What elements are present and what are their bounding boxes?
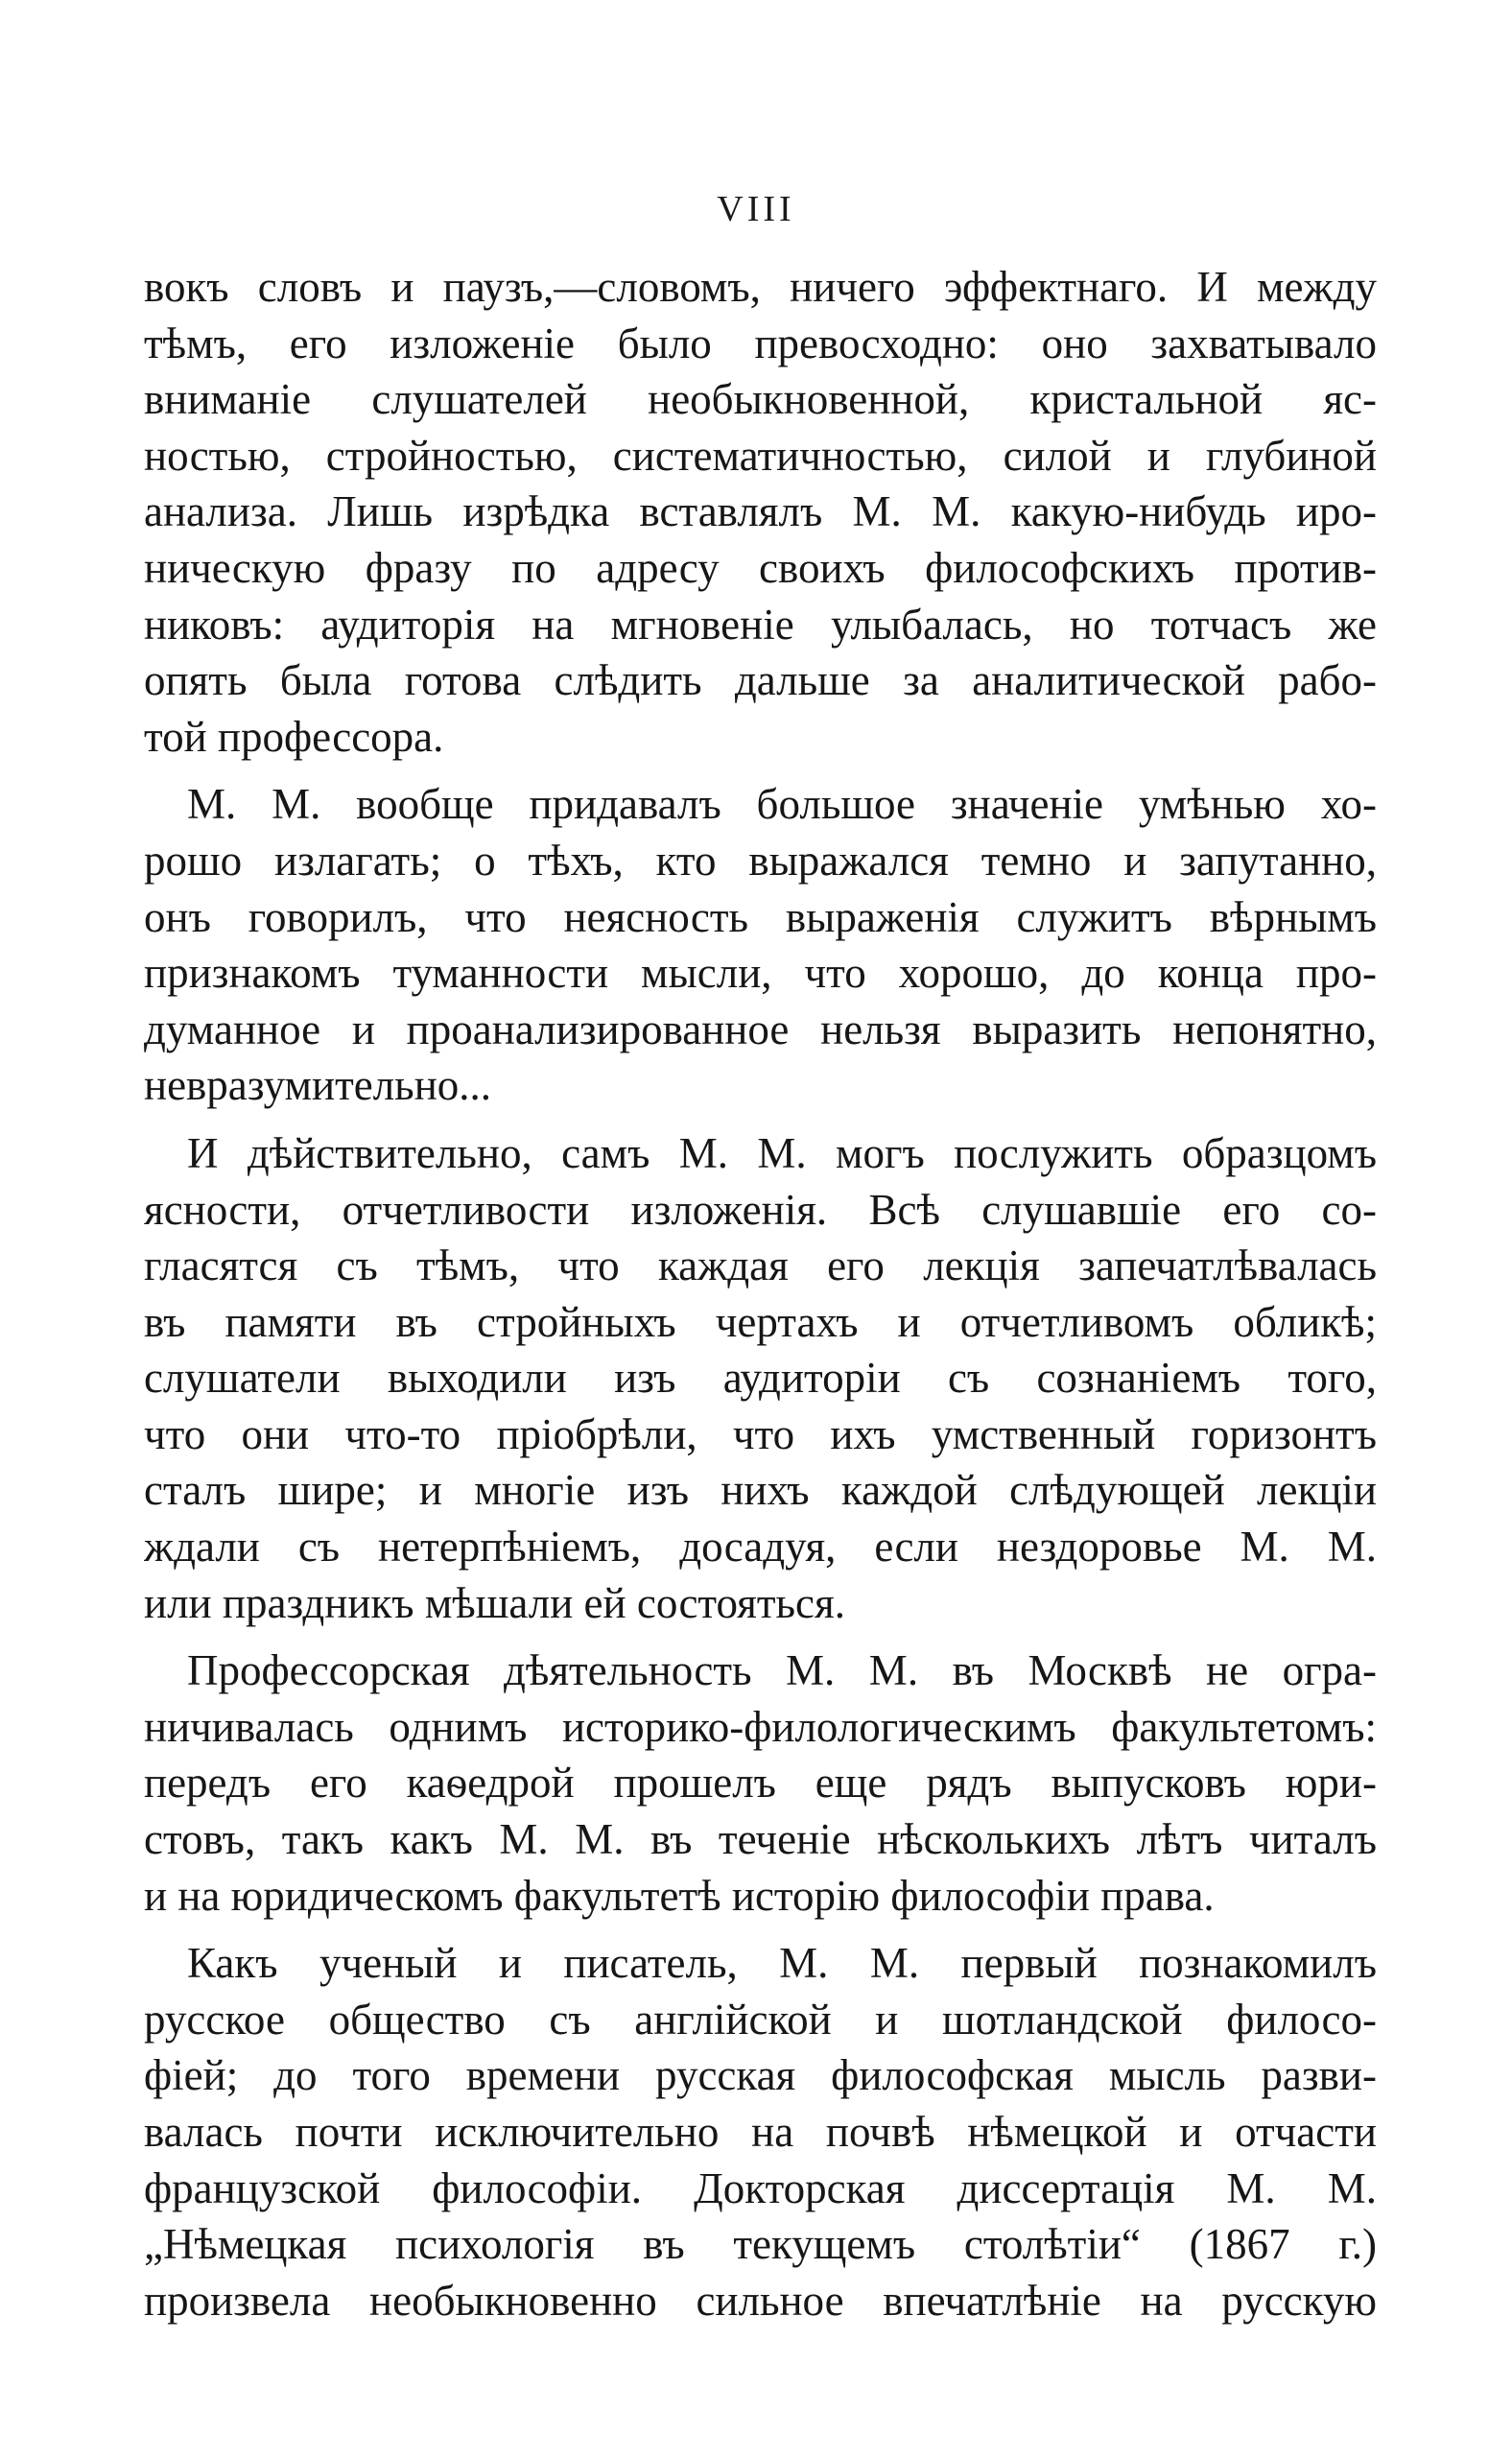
text-line: сталъ шире; и многiе изъ нихъ каждой слѣдующей лекцiи bbox=[144, 1466, 1377, 1515]
text-line: опять была готова слѣдить дальше за аналитической рабо- bbox=[144, 656, 1377, 705]
text-line: стовъ, такъ какъ М. М. въ теченiе нѣсколькихъ лѣтъ читалъ bbox=[144, 1815, 1377, 1864]
text-line: ясности, отчетливости изложенiя. Всѣ слушавшiе его со- bbox=[144, 1185, 1377, 1234]
paragraph bbox=[144, 1643, 1377, 1924]
text-line: И дѣйствительно, самъ М. М. могъ послужить образцомъ bbox=[187, 1128, 1377, 1177]
text-line: Какъ ученый и писатель, М. М. первый познакомилъ bbox=[187, 1939, 1377, 1988]
text-line: гласятся съ тѣмъ, что каждая его лекцiя запечатлѣвалась bbox=[144, 1241, 1377, 1290]
text-line: передъ его каѳедрой прошелъ еще рядъ выпусковъ юри- bbox=[144, 1759, 1377, 1808]
text-line: тѣмъ, его изложенiе было превосходно: оно захватывало bbox=[144, 319, 1377, 367]
text-line: ническую фразу по адресу своихъ философскихъ против- bbox=[144, 543, 1377, 592]
text-line: валась почти исключительно на почвѣ нѣмецкой и отчасти bbox=[144, 2108, 1377, 2156]
text-line: ждали съ нетерпѣнiемъ, досадуя, если нездоровье М. М. bbox=[144, 1523, 1377, 1572]
text-line: вниманiе слушателей необыкновенной, кристальной яс- bbox=[144, 375, 1377, 424]
text-line: думанное и проанализированное нельзя выразить непонятно, bbox=[144, 1004, 1377, 1053]
paragraph bbox=[144, 1125, 1377, 1631]
text-line: М. М. вообще придавалъ большое значенiе умѣнью хо- bbox=[187, 780, 1377, 829]
text-line: ничивалась однимъ историко-филологическимъ факультетомъ: bbox=[144, 1702, 1377, 1751]
text-line: французской философiи. Докторская диссертацiя М. М. bbox=[144, 2163, 1377, 2212]
text-line: что они что-то прiобрѣли, что ихъ умственный горизонтъ bbox=[144, 1409, 1377, 1458]
text-line: признакомъ туманности мысли, что хорошо, до конца про- bbox=[144, 949, 1377, 998]
text-line: русское общество съ англiйской и шотландской филосо- bbox=[144, 1995, 1377, 2044]
text-line: произвела необыкновенно сильное впечатлѣнiе на русскую bbox=[144, 2276, 1377, 2325]
text-line: въ памяти въ стройныхъ чертахъ и отчетливомъ обликѣ; bbox=[144, 1297, 1377, 1346]
text-line: той профессора. bbox=[144, 712, 444, 761]
text-line: Профессорская дѣятельность М. М. въ Москвѣ не огра- bbox=[187, 1646, 1377, 1695]
text-line: или праздникъ мѣшали ей состояться. bbox=[144, 1578, 845, 1627]
paragraph bbox=[144, 259, 1377, 765]
body-text bbox=[144, 259, 1377, 2328]
text-line: рошо излагать; о тѣхъ, кто выражался темно и запутанно, bbox=[144, 836, 1377, 885]
text-line: и на юридическомъ факультетѣ исторiю философiи права. bbox=[144, 1871, 1215, 1920]
text-line: ностью, стройностью, систематичностью, силой и глубиной bbox=[144, 431, 1377, 480]
text-line: слушатели выходили изъ аудиторiи съ сознанiемъ того, bbox=[144, 1354, 1377, 1403]
text-line: никовъ: аудиторiя на мгновенiе улыбалась, но тотчасъ же bbox=[144, 600, 1377, 649]
text-line: вокъ словъ и паузъ,—словомъ, ничего эффектнаго. И между bbox=[144, 263, 1377, 311]
text-line: фiей; до того времени русская философская мысль разви- bbox=[144, 2051, 1377, 2100]
text-line: анализа. Лишь изрѣдка вставлялъ М. М. какую-нибудь иро- bbox=[144, 487, 1377, 536]
paragraph bbox=[144, 1935, 1377, 2328]
page-number: VIII bbox=[717, 189, 795, 229]
text-line: невразумительно... bbox=[144, 1061, 492, 1110]
text-line: онъ говорилъ, что неясность выраженiя служитъ вѣрнымъ bbox=[144, 892, 1377, 941]
text-line: „Нѣмецкая психологiя въ текущемъ столѣтiи“ (1867 г.) bbox=[144, 2220, 1377, 2269]
paragraph bbox=[144, 776, 1377, 1114]
